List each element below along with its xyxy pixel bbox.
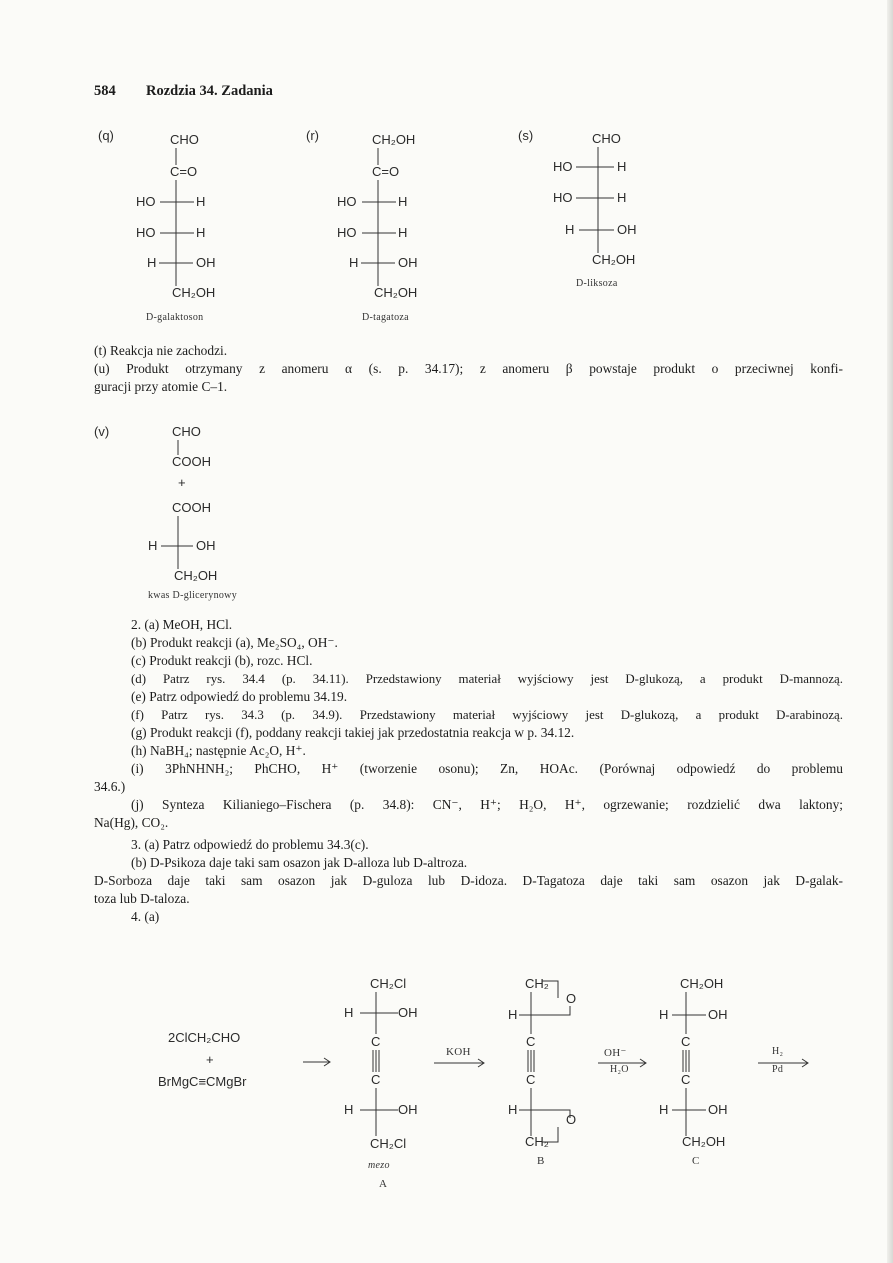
A-r2-left: H — [344, 1102, 354, 1117]
B-o2: O — [566, 1112, 577, 1127]
answer-2b: (b) Produkt reakcji (a), Me₂SO₄, OH⁻. — [131, 635, 338, 650]
q-r4-right: H — [196, 225, 206, 240]
r-r4-right: H — [398, 225, 408, 240]
answer-u-line2: guracji przy atomie C–1. — [94, 379, 228, 394]
B-c1: C — [526, 1034, 536, 1049]
A-r1-left: H — [344, 1005, 354, 1020]
C-bottom: CH₂OH — [682, 1134, 726, 1149]
scheme-bonds-and-arrows — [0, 960, 893, 1200]
B-top: CH₂ — [525, 976, 549, 991]
s-label: (s) — [518, 128, 534, 143]
r-r4-left: HO — [337, 225, 357, 240]
hydroxide-reagent: OH⁻ — [604, 1047, 627, 1059]
q-bottom: CH₂OH — [172, 285, 216, 300]
s-top: CHO — [592, 131, 621, 146]
v-c2: COOH — [172, 454, 211, 469]
answer-sorboza-line2: toza lub D-taloza. — [94, 891, 190, 906]
C-r1-right: OH — [708, 1007, 728, 1022]
answer-2a: 2. (a) MeOH, HCl. — [131, 617, 233, 632]
q-c2: C=O — [170, 164, 198, 179]
answer-4a: 4. (a) — [131, 909, 160, 924]
r-r5-right: OH — [398, 255, 418, 270]
v-caption: kwas D-glicerynowy — [148, 590, 237, 601]
s-r2-left: HO — [553, 159, 573, 174]
C-label: C — [692, 1155, 700, 1167]
B-bottom: CH₂ — [525, 1134, 549, 1149]
q-label: (q) — [98, 128, 114, 143]
q-caption: D-galaktoson — [146, 312, 204, 323]
A-r1-right: OH — [398, 1005, 418, 1020]
answer-2j-line1: (j) Synteza Kilianiego–Fischera (p. 34.8): CN⁻, H⁺; H₂O, H⁺, ogrzewanie; rozdzielić dwa laktony; — [131, 797, 843, 812]
q-top: CHO — [170, 132, 199, 147]
C-c1: C — [681, 1034, 691, 1049]
scheme-reagent-2: BrMgC≡CMgBr — [158, 1074, 247, 1089]
answer-2i-line1: (i) 3PhNHNH₂; PhCHO, H⁺ (tworzenie osonu); Zn, HOAc. (Porównaj odpowiedź do problemu — [131, 761, 843, 776]
r-caption: D-tagatoza — [362, 312, 409, 323]
A-meso: mezo — [368, 1160, 390, 1171]
q-r3-right: H — [196, 194, 206, 209]
palladium-catalyst: Pd — [772, 1064, 784, 1075]
B-c2: C — [526, 1072, 536, 1087]
answer-u-line1: (u) Produkt otrzymany z anomeru α (s. p. 34.17); z anomeru β powstaje produkt o przeciwnej konfi- — [94, 361, 843, 376]
scheme-reagent-1: 2ClCH₂CHO — [168, 1030, 241, 1045]
A-r2-right: OH — [398, 1102, 418, 1117]
q-r5-right: OH — [196, 255, 216, 270]
r-bottom: CH₂OH — [374, 285, 418, 300]
C-r2-left: H — [659, 1102, 669, 1117]
A-c1: C — [371, 1034, 381, 1049]
hydrogen-reagent: H₂ — [772, 1046, 784, 1057]
answer-2j-line2: Na(Hg), CO₂. — [94, 815, 169, 830]
answer-2c: (c) Produkt reakcji (b), rozc. HCl. — [131, 653, 313, 668]
r-r5-left: H — [349, 255, 359, 270]
answer-t: (t) Reakcja nie zachodzi. — [94, 343, 228, 358]
answer-2f: (f) Patrz rys. 34.3 (p. 34.9). Przedstawiony materiał wyjściowy jest D-glukozą, a produkt D-arabinozą. — [131, 708, 843, 722]
koh-reagent: KOH — [446, 1046, 471, 1058]
q-r5-left: H — [147, 255, 157, 270]
B-label: B — [537, 1155, 545, 1167]
A-bottom: CH₂Cl — [370, 1136, 407, 1151]
answer-2h: (h) NaBH₄; następnie Ac₂O, H⁺. — [131, 743, 306, 758]
r-r3-left: HO — [337, 194, 357, 209]
answer-3b: (b) D-Psikoza daje taki sam osazon jak D-alloza lub D-altroza. — [131, 855, 468, 870]
s-r3-left: HO — [553, 190, 573, 205]
v-top: CHO — [172, 424, 201, 439]
page-number: 584 — [94, 83, 116, 99]
r-c2: C=O — [372, 164, 400, 179]
s-r3-right: H — [617, 190, 627, 205]
s-r2-right: H — [617, 159, 627, 174]
v-c3: COOH — [172, 500, 211, 515]
q-r4-left: HO — [136, 225, 156, 240]
s-r4-right: OH — [617, 222, 637, 237]
B-r1-left: H — [508, 1007, 518, 1022]
v-label: (v) — [94, 424, 110, 439]
v-bottom: CH₂OH — [174, 568, 218, 583]
s-r4-left: H — [565, 222, 575, 237]
C-c2: C — [681, 1072, 691, 1087]
chapter-title: Rozdzia 34. Zadania — [146, 83, 273, 99]
answer-sorboza-line1: D-Sorboza daje taki sam osazon jak D-guloza lub D-idoza. D-Tagatoza daje taki sam osazon jak D-galak- — [94, 873, 843, 888]
r-r3-right: H — [398, 194, 408, 209]
answer-3a: 3. (a) Patrz odpowiedź do problemu 34.3(c). — [131, 837, 369, 852]
answer-2i-line2: 34.6.) — [94, 779, 126, 794]
answer-2d: (d) Patrz rys. 34.4 (p. 34.11). Przedstawiony materiał wyjściowy jest D-glukozą, a produkt D-mannozą. — [131, 672, 843, 686]
scheme-plus: + — [206, 1052, 214, 1067]
C-top: CH₂OH — [680, 976, 724, 991]
C-r1-left: H — [659, 1007, 669, 1022]
B-o1: O — [566, 991, 577, 1006]
A-top: CH₂Cl — [370, 976, 407, 991]
v-row-left: H — [148, 538, 158, 553]
answer-2g: (g) Produkt reakcji (f), poddany reakcji takiej jak przedostatnia reakcja w p. 34.12. — [131, 725, 575, 740]
r-top: CH₂OH — [372, 132, 416, 147]
C-r2-right: OH — [708, 1102, 728, 1117]
B-r2-left: H — [508, 1102, 518, 1117]
s-bottom: CH₂OH — [592, 252, 636, 267]
v-fischer-bonds — [0, 0, 893, 620]
answer-2e: (e) Patrz odpowiedź do problemu 34.19. — [131, 689, 348, 704]
A-c2: C — [371, 1072, 381, 1087]
v-plus: + — [178, 475, 186, 490]
q-r3-left: HO — [136, 194, 156, 209]
v-row-right: OH — [196, 538, 216, 553]
s-caption: D-liksoza — [576, 278, 618, 289]
A-label: A — [379, 1178, 388, 1190]
water-reagent: H₂O — [610, 1064, 629, 1075]
r-label: (r) — [306, 128, 319, 143]
